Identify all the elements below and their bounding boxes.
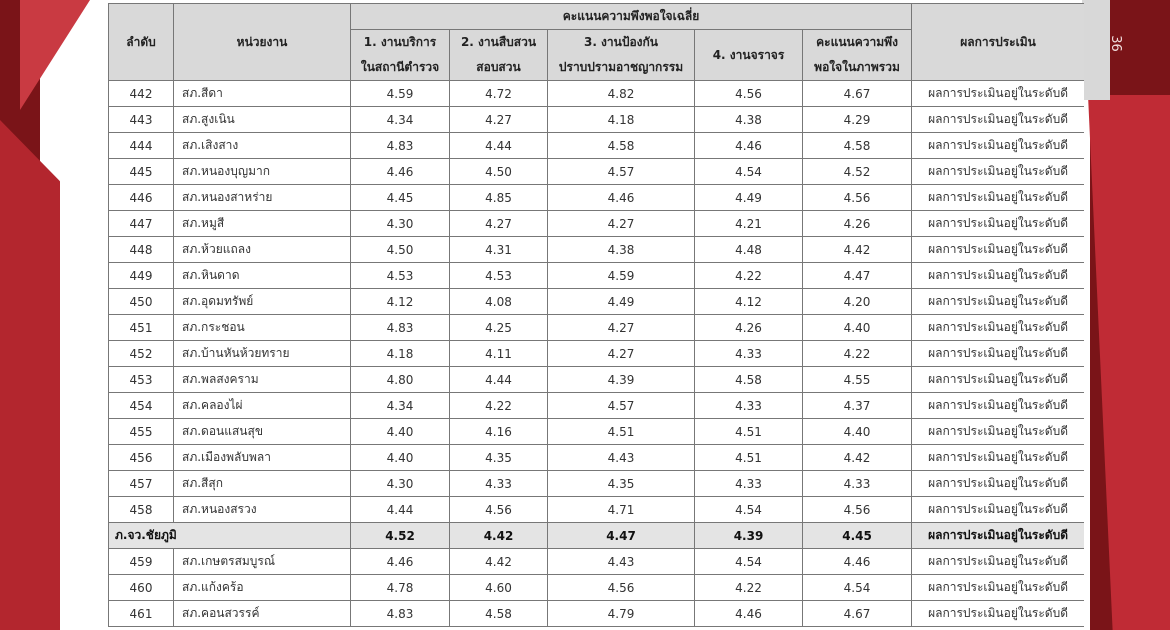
crime-prevention-score-cell: 4.59 <box>548 263 695 289</box>
investigation-score-cell: 4.27 <box>450 211 548 237</box>
result-cell: ผลการประเมินอยู่ในระดับดี <box>912 159 1084 185</box>
decor-left-corner <box>20 0 90 110</box>
header-crime-prevention <box>548 30 695 81</box>
table-row <box>109 549 1085 575</box>
overall-score-cell: 4.55 <box>803 367 912 393</box>
investigation-score-cell: 4.11 <box>450 341 548 367</box>
unit-cell: สภ.บ้านหันห้วยทราย <box>174 341 351 367</box>
traffic-score-cell: 4.54 <box>695 549 803 575</box>
crime-prevention-score-cell: 4.49 <box>548 289 695 315</box>
overall-score-cell: 4.42 <box>803 237 912 263</box>
traffic-score-cell: 4.38 <box>695 107 803 133</box>
document-sheet <box>108 3 1084 630</box>
rank-cell: 461 <box>109 601 174 627</box>
crime-prevention-score-cell: 4.58 <box>548 133 695 159</box>
table-row <box>109 185 1085 211</box>
header-investigation-line2: สอบสวน <box>476 60 521 74</box>
investigation-score-cell: 4.72 <box>450 81 548 107</box>
rank-cell: 442 <box>109 81 174 107</box>
traffic-score-cell: 4.54 <box>695 159 803 185</box>
header-crime-prevention-line2: ปราบปรามอาชญากรรม <box>558 60 684 74</box>
traffic-score-cell: 4.12 <box>695 289 803 315</box>
overall-score-cell: 4.40 <box>803 315 912 341</box>
result-cell: ผลการประเมินอยู่ในระดับดี <box>912 601 1084 627</box>
table-row <box>109 445 1085 471</box>
crime-prevention-score-cell: 4.79 <box>548 601 695 627</box>
service-score-cell: 4.34 <box>351 107 450 133</box>
rank-cell: 454 <box>109 393 174 419</box>
investigation-score-cell: 4.44 <box>450 367 548 393</box>
result-cell: ผลการประเมินอยู่ในระดับดี <box>912 315 1084 341</box>
table-row <box>109 419 1085 445</box>
investigation-score-cell: 4.53 <box>450 263 548 289</box>
investigation-score-cell: 4.27 <box>450 107 548 133</box>
overall-score-cell: 4.33 <box>803 471 912 497</box>
crime-prevention-score-cell: 4.56 <box>548 575 695 601</box>
investigation-score-cell: 4.56 <box>450 497 548 523</box>
crime-prevention-score-cell: 4.82 <box>548 81 695 107</box>
service-score-cell: 4.30 <box>351 471 450 497</box>
rank-cell: 452 <box>109 341 174 367</box>
page-number: 36 <box>1108 35 1124 52</box>
rank-cell: 447 <box>109 211 174 237</box>
result-cell: ผลการประเมินอยู่ในระดับดี <box>912 107 1084 133</box>
header-investigation <box>450 30 548 81</box>
overall-score-cell: 4.46 <box>803 549 912 575</box>
overall-score-cell: 4.20 <box>803 289 912 315</box>
crime-prevention-score-cell: 4.27 <box>548 211 695 237</box>
unit-cell: สภ.สีสุก <box>174 471 351 497</box>
table-row <box>109 341 1085 367</box>
table-row <box>109 159 1085 185</box>
header-unit: หน่วยงาน <box>174 4 351 81</box>
investigation-score-cell: 4.42 <box>450 549 548 575</box>
rank-cell: 458 <box>109 497 174 523</box>
overall-score-cell: 4.22 <box>803 341 912 367</box>
header-crime-prevention-line1: 3. งานป้องกัน <box>583 35 659 49</box>
table-row <box>109 315 1085 341</box>
rank-cell: 460 <box>109 575 174 601</box>
traffic-score-cell: 4.22 <box>695 263 803 289</box>
service-score-cell: 4.46 <box>351 159 450 185</box>
result-cell: ผลการประเมินอยู่ในระดับดี <box>912 445 1084 471</box>
traffic-score-cell: 4.33 <box>695 341 803 367</box>
result-cell: ผลการประเมินอยู่ในระดับดี <box>912 289 1084 315</box>
service-score-cell: 4.59 <box>351 81 450 107</box>
header-overall <box>803 30 912 81</box>
crime-prevention-score-cell: 4.38 <box>548 237 695 263</box>
rank-cell: 453 <box>109 367 174 393</box>
crime-prevention-score-cell: 4.35 <box>548 471 695 497</box>
service-score-cell: 4.18 <box>351 341 450 367</box>
service-score-cell: 4.30 <box>351 211 450 237</box>
overall-score-cell: 4.52 <box>803 159 912 185</box>
header-investigation-line1: 2. งานสืบสวน <box>460 35 537 49</box>
result-cell: ผลการประเมินอยู่ในระดับดี <box>912 367 1084 393</box>
investigation-score-cell: 4.25 <box>450 315 548 341</box>
result-cell: ผลการประเมินอยู่ในระดับดี <box>912 497 1084 523</box>
unit-cell: สภ.ดอนแสนสุข <box>174 419 351 445</box>
table-row <box>109 107 1085 133</box>
summary-result-cell: ผลการประเมินอยู่ในระดับดี <box>912 523 1084 549</box>
satisfaction-table <box>108 3 1084 627</box>
rank-cell: 451 <box>109 315 174 341</box>
rank-cell: 450 <box>109 289 174 315</box>
table-row <box>109 133 1085 159</box>
service-score-cell: 4.45 <box>351 185 450 211</box>
table-body <box>109 81 1085 627</box>
header-overall-line2: พอใจในภาพรวม <box>814 60 900 74</box>
overall-score-cell: 4.54 <box>803 575 912 601</box>
summary-service-cell: 4.52 <box>351 523 450 549</box>
overall-score-cell: 4.29 <box>803 107 912 133</box>
unit-cell: สภ.หนองสรวง <box>174 497 351 523</box>
table-row <box>109 575 1085 601</box>
investigation-score-cell: 4.85 <box>450 185 548 211</box>
crime-prevention-score-cell: 4.27 <box>548 315 695 341</box>
table-row <box>109 81 1085 107</box>
summary-crime-prevention-cell: 4.47 <box>548 523 695 549</box>
rank-cell: 445 <box>109 159 174 185</box>
service-score-cell: 4.50 <box>351 237 450 263</box>
overall-score-cell: 4.56 <box>803 185 912 211</box>
result-cell: ผลการประเมินอยู่ในระดับดี <box>912 185 1084 211</box>
result-cell: ผลการประเมินอยู่ในระดับดี <box>912 237 1084 263</box>
rank-cell: 457 <box>109 471 174 497</box>
traffic-score-cell: 4.22 <box>695 575 803 601</box>
investigation-score-cell: 4.35 <box>450 445 548 471</box>
table-row <box>109 497 1085 523</box>
unit-cell: สภ.หนองบุญมาก <box>174 159 351 185</box>
investigation-score-cell: 4.44 <box>450 133 548 159</box>
table-row <box>109 289 1085 315</box>
unit-cell: สภ.กระชอน <box>174 315 351 341</box>
investigation-score-cell: 4.16 <box>450 419 548 445</box>
rank-cell: 459 <box>109 549 174 575</box>
overall-score-cell: 4.37 <box>803 393 912 419</box>
investigation-score-cell: 4.58 <box>450 601 548 627</box>
crime-prevention-score-cell: 4.18 <box>548 107 695 133</box>
service-score-cell: 4.44 <box>351 497 450 523</box>
traffic-score-cell: 4.51 <box>695 419 803 445</box>
table-row <box>109 211 1085 237</box>
service-score-cell: 4.40 <box>351 419 450 445</box>
unit-cell: สภ.เสิงสาง <box>174 133 351 159</box>
overall-score-cell: 4.58 <box>803 133 912 159</box>
decor-right-stripe <box>1082 0 1110 100</box>
traffic-score-cell: 4.49 <box>695 185 803 211</box>
summary-investigation-cell: 4.42 <box>450 523 548 549</box>
table-row <box>109 263 1085 289</box>
unit-cell: สภ.หินดาด <box>174 263 351 289</box>
crime-prevention-score-cell: 4.46 <box>548 185 695 211</box>
table-row <box>109 237 1085 263</box>
table-row <box>109 471 1085 497</box>
unit-cell: สภ.คลองไผ่ <box>174 393 351 419</box>
overall-score-cell: 4.67 <box>803 601 912 627</box>
unit-cell: สภ.ห้วยแถลง <box>174 237 351 263</box>
header-service-line1: 1. งานบริการ <box>363 35 437 49</box>
service-score-cell: 4.46 <box>351 549 450 575</box>
traffic-score-cell: 4.33 <box>695 393 803 419</box>
crime-prevention-score-cell: 4.57 <box>548 159 695 185</box>
investigation-score-cell: 4.60 <box>450 575 548 601</box>
header-service-line2: ในสถานีตำรวจ <box>360 60 440 74</box>
rank-cell: 448 <box>109 237 174 263</box>
result-cell: ผลการประเมินอยู่ในระดับดี <box>912 575 1084 601</box>
overall-score-cell: 4.40 <box>803 419 912 445</box>
result-cell: ผลการประเมินอยู่ในระดับดี <box>912 341 1084 367</box>
crime-prevention-score-cell: 4.57 <box>548 393 695 419</box>
investigation-score-cell: 4.22 <box>450 393 548 419</box>
service-score-cell: 4.83 <box>351 315 450 341</box>
service-score-cell: 4.78 <box>351 575 450 601</box>
traffic-score-cell: 4.21 <box>695 211 803 237</box>
traffic-score-cell: 4.26 <box>695 315 803 341</box>
crime-prevention-score-cell: 4.43 <box>548 445 695 471</box>
result-cell: ผลการประเมินอยู่ในระดับดี <box>912 549 1084 575</box>
service-score-cell: 4.53 <box>351 263 450 289</box>
crime-prevention-score-cell: 4.39 <box>548 367 695 393</box>
summary-label-cell: ภ.จว.ชัยภูมิ <box>109 523 351 549</box>
result-cell: ผลการประเมินอยู่ในระดับดี <box>912 393 1084 419</box>
traffic-score-cell: 4.46 <box>695 601 803 627</box>
result-cell: ผลการประเมินอยู่ในระดับดี <box>912 211 1084 237</box>
result-cell: ผลการประเมินอยู่ในระดับดี <box>912 263 1084 289</box>
traffic-score-cell: 4.33 <box>695 471 803 497</box>
result-cell: ผลการประเมินอยู่ในระดับดี <box>912 471 1084 497</box>
investigation-score-cell: 4.50 <box>450 159 548 185</box>
header-service <box>351 30 450 81</box>
unit-cell: สภ.พลสงคราม <box>174 367 351 393</box>
header-avg-satisfaction: คะแนนความพึงพอใจเฉลี่ย <box>351 4 912 30</box>
unit-cell: สภ.สีดา <box>174 81 351 107</box>
header-traffic: 4. งานจราจร <box>695 30 803 81</box>
traffic-score-cell: 4.46 <box>695 133 803 159</box>
overall-score-cell: 4.26 <box>803 211 912 237</box>
investigation-score-cell: 4.33 <box>450 471 548 497</box>
unit-cell: สภ.คอนสวรรค์ <box>174 601 351 627</box>
unit-cell: สภ.แก้งคร้อ <box>174 575 351 601</box>
header-overall-line1: คะแนนความพึง <box>816 35 898 49</box>
rank-cell: 456 <box>109 445 174 471</box>
traffic-score-cell: 4.56 <box>695 81 803 107</box>
header-rank: ลำดับ <box>109 4 174 81</box>
crime-prevention-score-cell: 4.51 <box>548 419 695 445</box>
header-result: ผลการประเมิน <box>912 4 1084 81</box>
investigation-score-cell: 4.08 <box>450 289 548 315</box>
rank-cell: 444 <box>109 133 174 159</box>
result-cell: ผลการประเมินอยู่ในระดับดี <box>912 81 1084 107</box>
traffic-score-cell: 4.48 <box>695 237 803 263</box>
overall-score-cell: 4.56 <box>803 497 912 523</box>
unit-cell: สภ.เกษตรสมบูรณ์ <box>174 549 351 575</box>
result-cell: ผลการประเมินอยู่ในระดับดี <box>912 133 1084 159</box>
summary-row <box>109 523 1085 549</box>
crime-prevention-score-cell: 4.71 <box>548 497 695 523</box>
summary-overall-cell: 4.45 <box>803 523 912 549</box>
service-score-cell: 4.12 <box>351 289 450 315</box>
unit-cell: สภ.หมูสี <box>174 211 351 237</box>
service-score-cell: 4.83 <box>351 133 450 159</box>
unit-cell: สภ.อุดมทรัพย์ <box>174 289 351 315</box>
rank-cell: 455 <box>109 419 174 445</box>
table-row <box>109 601 1085 627</box>
unit-cell: สภ.เมืองพลับพลา <box>174 445 351 471</box>
crime-prevention-score-cell: 4.27 <box>548 341 695 367</box>
decor-left-red-band <box>0 120 60 630</box>
table-row <box>109 393 1085 419</box>
rank-cell: 443 <box>109 107 174 133</box>
investigation-score-cell: 4.31 <box>450 237 548 263</box>
service-score-cell: 4.34 <box>351 393 450 419</box>
unit-cell: สภ.หนองสาหร่าย <box>174 185 351 211</box>
overall-score-cell: 4.67 <box>803 81 912 107</box>
overall-score-cell: 4.47 <box>803 263 912 289</box>
service-score-cell: 4.80 <box>351 367 450 393</box>
service-score-cell: 4.83 <box>351 601 450 627</box>
traffic-score-cell: 4.54 <box>695 497 803 523</box>
summary-traffic-cell: 4.39 <box>695 523 803 549</box>
table-row <box>109 367 1085 393</box>
unit-cell: สภ.สูงเนิน <box>174 107 351 133</box>
rank-cell: 449 <box>109 263 174 289</box>
rank-cell: 446 <box>109 185 174 211</box>
traffic-score-cell: 4.58 <box>695 367 803 393</box>
overall-score-cell: 4.42 <box>803 445 912 471</box>
traffic-score-cell: 4.51 <box>695 445 803 471</box>
result-cell: ผลการประเมินอยู่ในระดับดี <box>912 419 1084 445</box>
crime-prevention-score-cell: 4.43 <box>548 549 695 575</box>
service-score-cell: 4.40 <box>351 445 450 471</box>
